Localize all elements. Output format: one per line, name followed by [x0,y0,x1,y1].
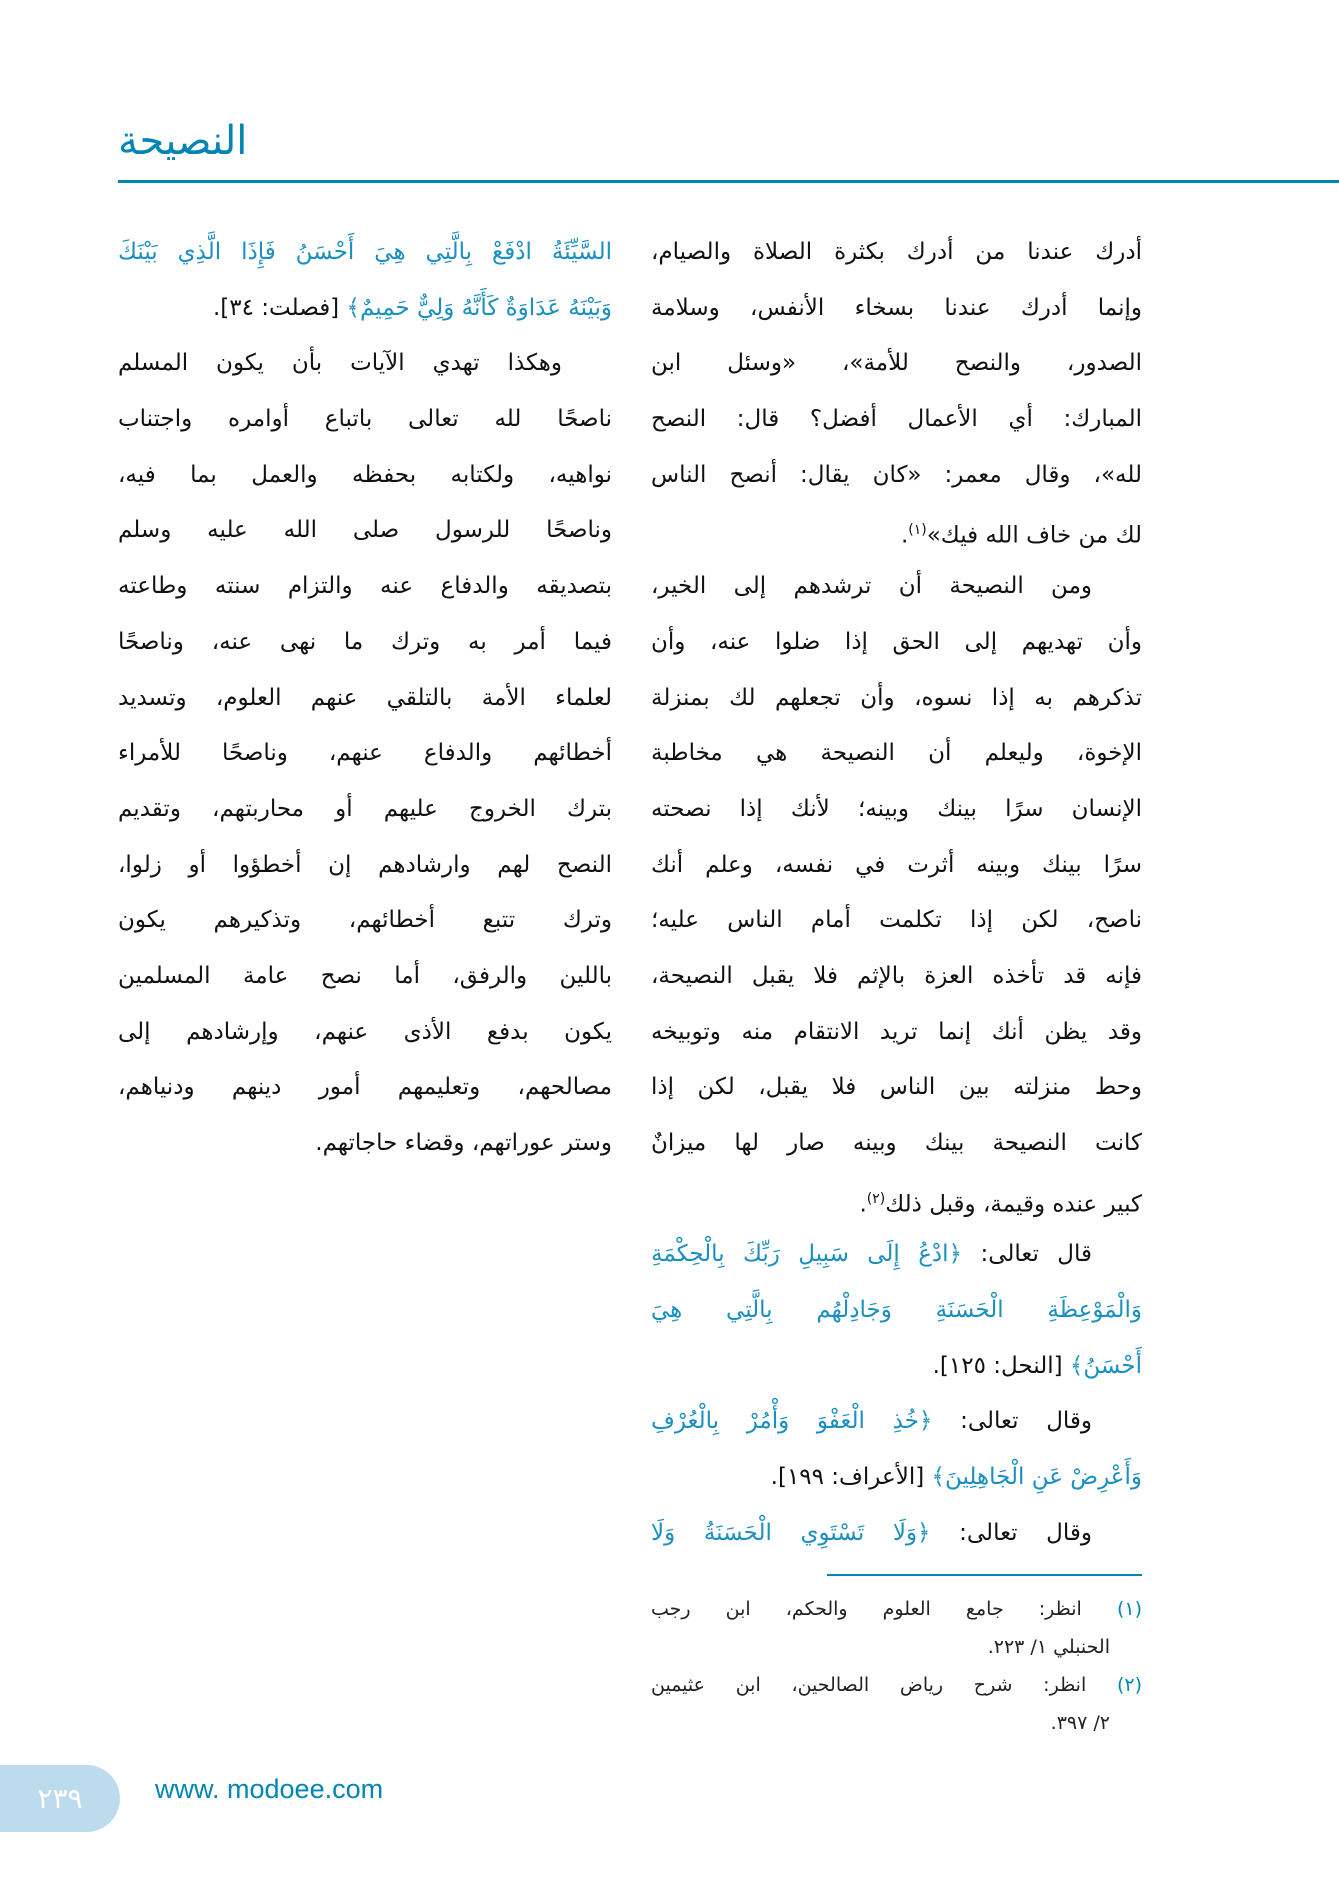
body-text: وقد يظن أنك إنما تريد الانتقام منه وتوبيخه [651,1018,1142,1045]
body-text: وحط منزلته بين الناس فلا يقبل، لكن إذا [651,1074,1142,1101]
body-text: [فصلت: ٣٤]. [212,294,347,321]
text-line [651,1060,1142,1116]
text-line [118,671,612,727]
text-line [118,838,612,894]
footnote-ref: (١) [908,522,927,539]
quran-verse: وَالْمَوْعِظَةِ الْحَسَنَةِ وَجَادِلْهُم بِالَّتِي هِيَ [651,1297,1142,1324]
text-line [118,782,612,838]
text-line [118,281,612,337]
text-line [118,225,612,281]
body-text: لله»، وقال معمر: «كان يقال: أنصح الناس [651,461,1142,488]
text-line [118,615,612,671]
footnote-text: انظر: جامع العلوم والحكم، ابن رجب [651,1598,1082,1620]
text-line [118,559,612,615]
footnote-ref: (٢) [866,1190,886,1207]
text-line [651,448,1142,504]
footnote-number: (٢) [1116,1674,1142,1696]
text-line [651,893,1142,949]
body-text: وناصحًا للرسول صلى الله عليه وسلم [118,517,612,544]
text-line [651,1283,1142,1339]
body-text: مصالحهم، وتعليمهم أمور دينهم ودنياهم، [118,1074,612,1101]
text-line [651,1339,1142,1395]
body-text: أدرك عندنا من أدرك بكثرة الصلاة والصيام، [651,239,1142,265]
text-line [651,559,1142,615]
text-line [651,1227,1142,1283]
body-text: نواهيه، ولكتابه بحفظه والعمل بما فيه، [118,461,612,488]
body-text: كانت النصيحة بينك وبينه صار لها ميزانٌ [651,1130,1142,1156]
text-line [651,1172,1142,1228]
body-text: وأن تهديهم إلى الحق إذا ضلوا عنه، وأن [651,628,1142,655]
footnote-text: ٢/ ٣٩٧. [1050,1712,1110,1734]
right-column [651,225,1142,1562]
body-text: تذكرهم به إذا نسوه، وأن تجعلهم لك بمنزلة [651,684,1142,711]
quran-verse: أَحْسَنُ﴾ [1069,1352,1142,1379]
text-line [651,1005,1142,1061]
body-text: وقال تعالى: [932,1408,1093,1435]
body-text: وإنما أدرك عندنا بسخاء الأنفس، وسلامة [651,294,1142,321]
text-line [651,281,1142,337]
body-text: لك من خاف الله فيك» [926,523,1142,550]
body-text: فيما أمر به وترك ما نهى عنه، وناصحًا [118,628,612,655]
body-text: . [900,523,909,550]
text-line [651,782,1142,838]
footnote-2 [651,1666,1142,1742]
text-line [651,1394,1142,1450]
chapter-title: النصيحة [118,118,248,164]
body-text: فإنه قد تأخذه العزة بالإثم فلا يقبل النصيحة، [651,962,1142,989]
footnote-text: انظر: شرح رياض الصالحين، ابن عثيمين [651,1674,1087,1696]
quran-verse: وَأَعْرِضْ عَنِ الْجَاهِلِينَ﴾ [931,1464,1142,1491]
quran-verse: ﴿وَلَا تَسْتَوِي الْحَسَنَةُ وَلَا [651,1519,931,1546]
body-text: باللين والرفق، أما نصح عامة المسلمين [118,962,612,989]
body-text: [النحل: ١٢٥]. [932,1352,1070,1379]
body-text: الصدور، والنصح للأمة»، «وسئل ابن [651,350,1142,377]
footnote-number: (١) [1116,1598,1142,1620]
text-line [651,615,1142,671]
text-line [651,1450,1142,1506]
body-text: الإخوة، وليعلم أن النصيحة هي مخاطبة [651,740,1142,767]
body-text: ناصح، لكن إذا تكلمت أمام الناس عليه؛ [651,907,1142,934]
quran-verse: السَّيِّئَةُ ادْفَعْ بِالَّتِي هِيَ أَحْسَنُ فَإِذَا الَّذِي بَيْنَكَ [118,239,612,265]
text-line [118,726,612,782]
body-text: وقال تعالى: [930,1519,1092,1546]
text-line [118,392,612,448]
text-line [651,671,1142,727]
text-line [651,336,1142,392]
body-text: وستر عوراتهم، وقضاء حاجاتهم. [315,1130,612,1156]
body-text: سرًا بينك وبينه أثرت في نفسه، وعلم أنك [651,851,1142,878]
left-column [118,225,612,1172]
body-text: يكون بدفع الأذى عنهم، وإرشادهم إلى [118,1018,612,1045]
text-line [651,726,1142,782]
body-text: كبير عنده وقيمة، وقبل ذلك [885,1191,1142,1218]
text-line [651,1506,1142,1562]
text-line [118,1116,612,1172]
body-text: بتصديقه والدفاع عنه والتزام سنته وطاعته [118,573,612,600]
text-line [651,1116,1142,1172]
text-line [118,893,612,949]
text-line [118,1060,612,1116]
quran-verse: وَبَيْنَهُ عَدَاوَةٌ كَأَنَّهُ وَلِيٌّ حَمِيمٌ﴾ [346,294,612,321]
body-text: بترك الخروج عليهم أو محاربتهم، وتقديم [118,795,612,822]
footnote-1 [651,1590,1142,1666]
footnote-divider [827,1574,1142,1576]
quran-verse: ﴿ادْعُ إِلَى سَبِيلِ رَبِّكَ بِالْحِكْمَةِ [651,1241,963,1268]
body-text: أخطائهم والدفاع عنهم، وناصحًا للأمراء [118,740,612,767]
text-line [118,949,612,1005]
body-text: . [859,1191,867,1218]
body-text: لعلماء الأمة بالتلقي عنهم العلوم، وتسديد [118,684,612,711]
body-text: ومن النصيحة أن ترشدهم إلى الخير، [651,573,1092,600]
text-line [651,838,1142,894]
text-line [651,949,1142,1005]
text-line [651,392,1142,448]
body-text: [الأعراف: ١٩٩]. [770,1464,932,1491]
page-number: ٢٣٩ [0,1765,120,1832]
body-text: النصح لهم وارشادهم إن أخطؤوا أو زلوا، [118,851,612,878]
body-text: وهكذا تهدي الآيات بأن يكون المسلم [118,350,562,377]
footnote-text: الحنبلي ١/ ٢٢٣. [987,1636,1110,1658]
quran-verse: ﴿خُذِ الْعَفْوَ وَأْمُرْ بِالْعُرْفِ [651,1408,933,1435]
body-text: وترك تتبع أخطائهم، وتذكيرهم يكون [118,907,612,934]
header-divider [118,180,1339,183]
text-line [118,1005,612,1061]
text-line [118,448,612,504]
body-text: الإنسان سرًا بينك وبينه؛ لأنك إذا نصحته [651,795,1142,822]
text-line [118,336,612,392]
text-line [651,503,1142,559]
body-text: قال تعالى: [962,1241,1092,1268]
body-text: المبارك: أي الأعمال أفضل؟ قال: النصح [651,406,1142,433]
website-link[interactable]: www. modoee.com [155,1774,384,1804]
body-text: ناصحًا لله تعالى باتباع أوامره واجتناب [118,406,612,433]
text-line [118,503,612,559]
text-line [651,225,1142,281]
